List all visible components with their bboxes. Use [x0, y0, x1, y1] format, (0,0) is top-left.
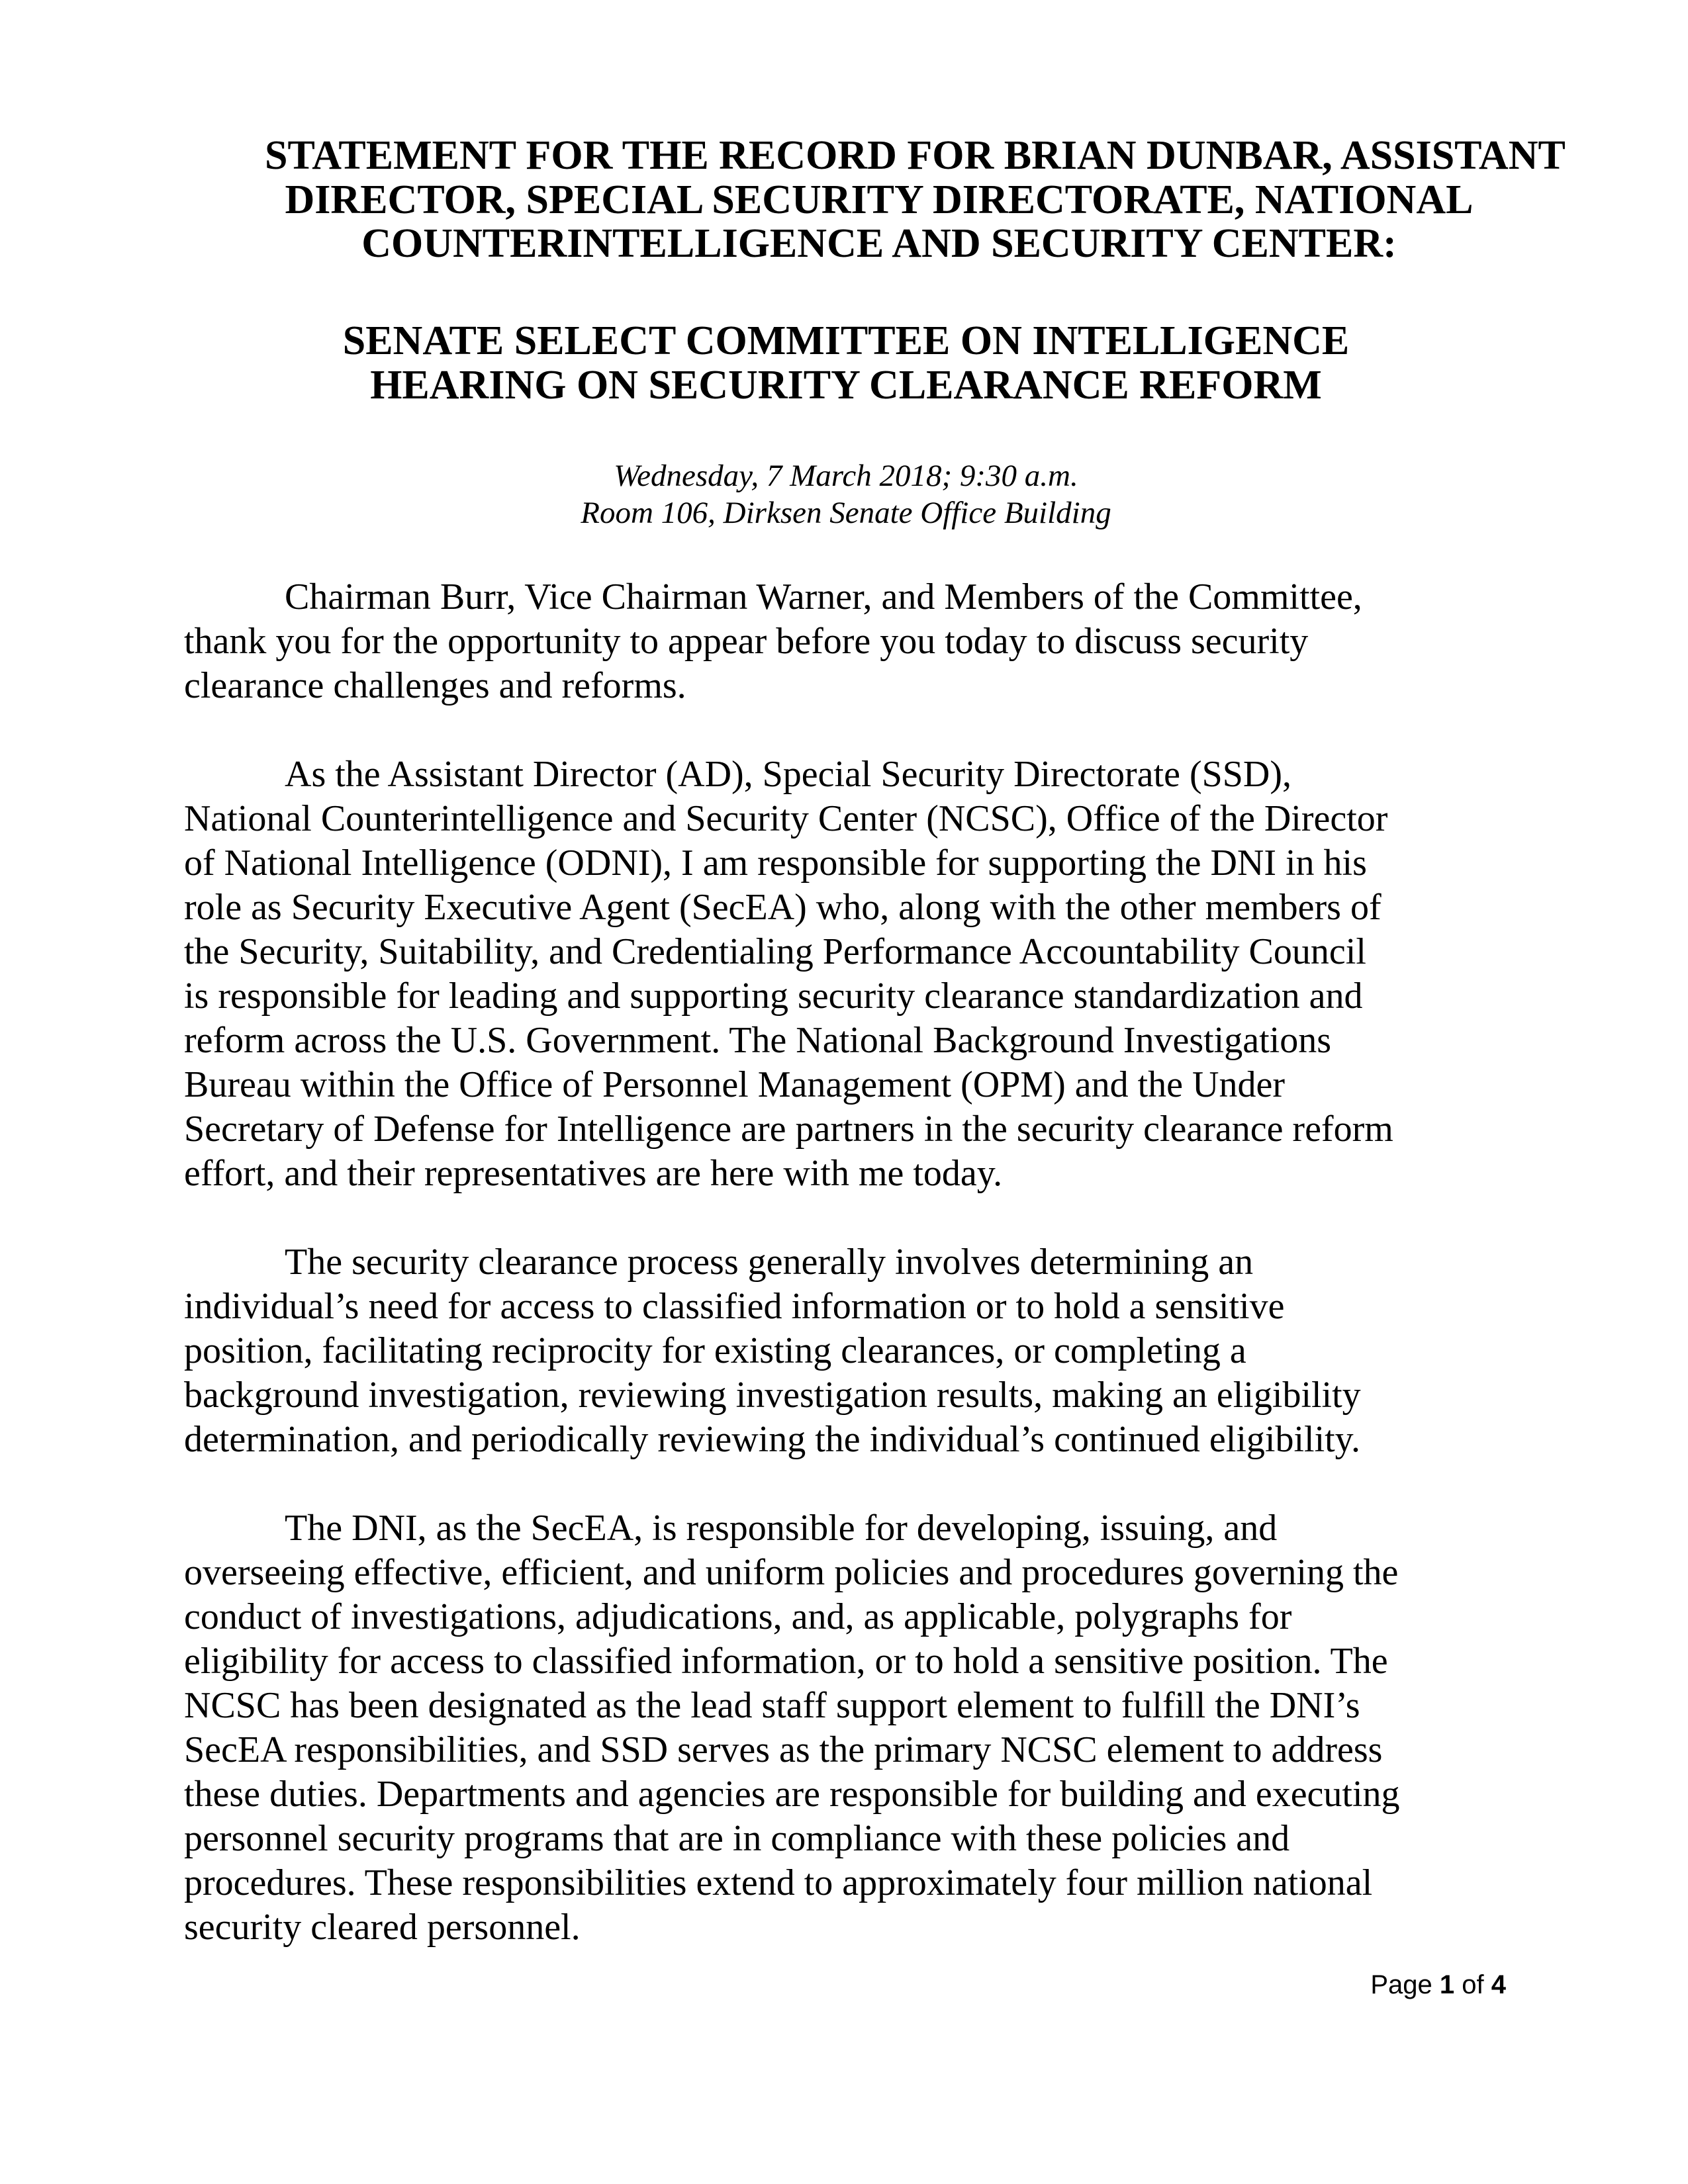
- text-line: determination, and periodically reviewing the individual’s continued eligibility.: [184, 1419, 1361, 1460]
- text-line: Bureau within the Office of Personnel Management (OPM) and the Under: [184, 1064, 1285, 1105]
- text-line: individual’s need for access to classified information or to hold a sensitive: [184, 1286, 1285, 1327]
- text-line: SecEA responsibilities, and SSD serves as the primary NCSC element to address: [184, 1729, 1383, 1770]
- total-pages: 4: [1491, 1970, 1506, 1999]
- paragraph-responsibilities: [184, 1506, 1501, 1950]
- text-line: personnel security programs that are in compliance with these policies and: [184, 1818, 1290, 1859]
- text-line: eligibility for access to classified information, or to hold a sensitive position. The: [184, 1641, 1388, 1682]
- text-line: The security clearance process generally involves determining an: [285, 1242, 1254, 1283]
- text-line: reform across the U.S. Government. The National Background Investigations: [184, 1020, 1331, 1061]
- statement-body: [184, 575, 1501, 1950]
- paragraph-salutation: [184, 575, 1501, 708]
- hearing-date: Wednesday, 7 March 2018; 9:30 a.m.: [614, 459, 1078, 493]
- text-line: these duties. Departments and agencies are responsible for building and executing: [184, 1774, 1400, 1815]
- hearing-location: Room 106, Dirksen Senate Office Building: [581, 496, 1111, 530]
- text-line: security cleared personnel.: [184, 1907, 581, 1948]
- text-line: of National Intelligence (ODNI), I am responsible for supporting the DNI in his: [184, 842, 1367, 884]
- current-page: 1: [1439, 1970, 1455, 1999]
- title-line: COUNTERINTELLIGENCE AND SECURITY CENTER:: [361, 221, 1397, 266]
- statement-title: [265, 133, 1566, 266]
- page-label: Page: [1370, 1970, 1432, 1999]
- subtitle-line: SENATE SELECT COMMITTEE ON INTELLIGENCE: [342, 318, 1350, 363]
- of-label: of: [1462, 1970, 1484, 1999]
- hearing-title: [184, 319, 1508, 407]
- text-line: is responsible for leading and supporting security clearance standardization and: [184, 976, 1363, 1017]
- text-line: The DNI, as the SecEA, is responsible for developing, issuing, and: [285, 1508, 1278, 1549]
- text-line: NCSC has been designated as the lead staff support element to fulfill the DNI’s: [184, 1685, 1360, 1726]
- page-number: [1370, 1969, 1506, 2001]
- text-line: thank you for the opportunity to appear before you today to discuss security: [184, 621, 1309, 662]
- text-line: the Security, Suitability, and Credentialing Performance Accountability Council: [184, 931, 1366, 972]
- text-line: background investigation, reviewing investigation results, making an eligibility: [184, 1375, 1361, 1416]
- text-line: clearance challenges and reforms.: [184, 665, 686, 706]
- text-line: National Counterintelligence and Security Center (NCSC), Office of the Director: [184, 798, 1388, 839]
- paragraph-process: [184, 1240, 1501, 1462]
- subtitle-line: HEARING ON SECURITY CLEARANCE REFORM: [370, 362, 1322, 408]
- text-line: As the Assistant Director (AD), Special Security Directorate (SSD),: [285, 754, 1291, 795]
- text-line: conduct of investigations, adjudications, and, as applicable, polygraphs for: [184, 1596, 1292, 1637]
- text-line: Chairman Burr, Vice Chairman Warner, and Members of the Committee,: [285, 576, 1362, 617]
- text-line: role as Security Executive Agent (SecEA) who, along with the other members of: [184, 887, 1382, 928]
- hearing-dateline: [184, 457, 1508, 531]
- text-line: overseeing effective, efficient, and uniform policies and procedures governing the: [184, 1552, 1399, 1593]
- paragraph-role: [184, 752, 1501, 1196]
- text-line: position, facilitating reciprocity for existing clearances, or completing a: [184, 1330, 1246, 1371]
- text-line: Secretary of Defense for Intelligence are partners in the security clearance reform: [184, 1109, 1393, 1150]
- text-line: procedures. These responsibilities extend to approximately four million national: [184, 1862, 1373, 1903]
- title-line: DIRECTOR, SPECIAL SECURITY DIRECTORATE, NATIONAL: [285, 177, 1474, 222]
- title-line: STATEMENT FOR THE RECORD FOR BRIAN DUNBAR, ASSISTANT: [265, 133, 1566, 178]
- text-line: effort, and their representatives are here with me today.: [184, 1153, 1003, 1194]
